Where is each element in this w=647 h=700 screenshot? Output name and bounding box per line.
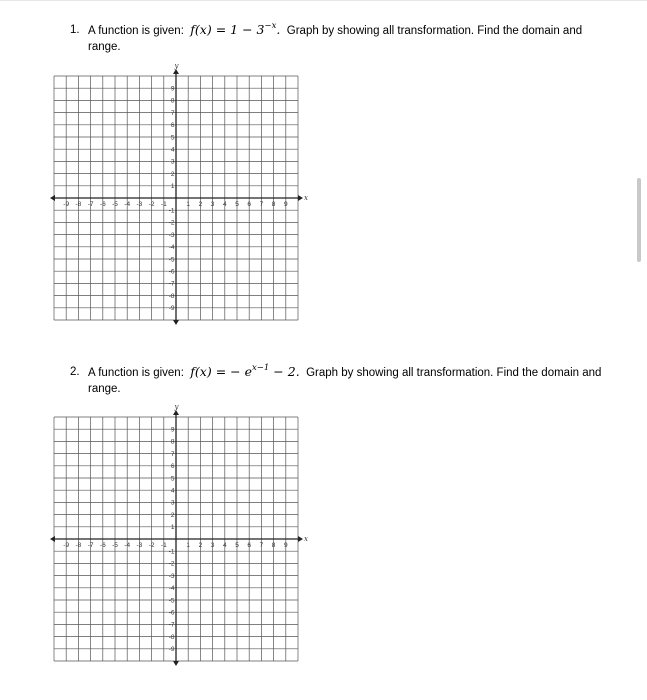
y-tick-label: -8 xyxy=(168,633,175,641)
x-tick-label: 6 xyxy=(247,542,252,549)
y-tick-label: -9 xyxy=(168,646,175,654)
x-tick-label: 8 xyxy=(271,201,276,208)
coordinate-grid-1[interactable] xyxy=(50,62,308,326)
y-axis-label: y xyxy=(174,62,179,70)
y-axis-down-arrow xyxy=(173,320,179,325)
page-top-edge xyxy=(0,0,647,1)
y-tick-label: 1 xyxy=(170,524,175,532)
y-tick-label: 4 xyxy=(170,146,175,154)
problem-instruction: Graph by showing all transformation. Find the domain and range. xyxy=(88,367,602,395)
y-tick-label: 5 xyxy=(170,134,175,142)
y-axis-label: y xyxy=(174,403,179,411)
x-axis-left-arrow xyxy=(50,536,55,542)
x-tick-label: -4 xyxy=(124,542,131,549)
x-tick-label: 5 xyxy=(235,542,239,549)
x-axis-label: x xyxy=(304,535,308,543)
x-tick-label: -2 xyxy=(148,201,155,208)
x-axis-right-arrow xyxy=(298,195,303,201)
x-tick-label: 6 xyxy=(247,201,252,208)
y-tick-label: -7 xyxy=(168,621,175,629)
x-tick-label: -3 xyxy=(136,542,143,549)
y-tick-label: 5 xyxy=(170,475,175,483)
x-tick-label: -8 xyxy=(75,201,82,208)
x-tick-label: -5 xyxy=(112,542,118,549)
x-tick-label: -2 xyxy=(148,542,155,549)
y-tick-label: -3 xyxy=(168,572,175,580)
y-tick-label: 7 xyxy=(170,450,175,458)
x-tick-label: 5 xyxy=(235,201,239,208)
function-formula: f(x) = − $e^{x-1} - 2$. xyxy=(190,362,300,379)
scrollbar-thumb[interactable] xyxy=(637,178,641,262)
x-tick-label: 9 xyxy=(283,201,288,208)
x-tick-label: 3 xyxy=(210,542,215,549)
y-tick-label: -9 xyxy=(168,305,175,313)
x-tick-label: -7 xyxy=(87,201,94,208)
y-tick-label: 8 xyxy=(170,97,175,105)
x-axis-label: x xyxy=(304,194,308,202)
x-tick-label: -1 xyxy=(160,542,167,549)
y-tick-label: -2 xyxy=(168,560,175,568)
y-tick-label: -6 xyxy=(168,609,175,617)
y-axis-down-arrow xyxy=(173,661,179,666)
x-tick-label: 1 xyxy=(186,542,191,549)
y-tick-label: 2 xyxy=(170,170,175,178)
problem-instruction: Graph by showing all transformation. Find the domain and range. xyxy=(88,25,583,53)
coordinate-grid-2[interactable] xyxy=(50,403,308,667)
y-tick-label: 8 xyxy=(170,438,175,446)
y-tick-label: -3 xyxy=(168,231,175,239)
x-axis-left-arrow xyxy=(50,195,55,201)
function-formula: $f(x) = 1 - 3^{-x}$. xyxy=(190,20,281,37)
x-axis-right-arrow xyxy=(298,536,303,542)
y-tick-label: 6 xyxy=(170,463,175,471)
y-tick-label: 9 xyxy=(170,426,175,434)
y-tick-label: -4 xyxy=(168,244,175,252)
problem-number: 1. xyxy=(70,24,80,36)
y-tick-label: -6 xyxy=(168,268,175,276)
y-tick-label: 4 xyxy=(170,487,175,495)
x-tick-label: -9 xyxy=(63,542,70,549)
y-tick-label: -4 xyxy=(168,585,175,593)
x-tick-label: -1 xyxy=(160,201,167,208)
y-tick-label: 3 xyxy=(170,499,175,507)
x-tick-label: 8 xyxy=(271,542,276,549)
x-tick-label: -5 xyxy=(112,201,118,208)
y-tick-label: -8 xyxy=(168,292,175,300)
y-tick-label: 2 xyxy=(170,511,175,519)
y-tick-label: -1 xyxy=(168,207,175,215)
x-tick-label: -3 xyxy=(136,201,143,208)
x-tick-label: -8 xyxy=(75,542,82,549)
y-tick-label: -2 xyxy=(168,219,175,227)
x-tick-label: -7 xyxy=(87,542,94,549)
y-tick-label: 9 xyxy=(170,85,175,93)
x-tick-label: 4 xyxy=(222,542,227,549)
y-tick-label: -7 xyxy=(168,280,175,288)
y-tick-label: -1 xyxy=(168,548,175,556)
x-tick-label: 7 xyxy=(259,542,264,549)
problem-number: 2. xyxy=(70,366,80,378)
x-tick-label: 2 xyxy=(198,201,203,208)
x-tick-label: 9 xyxy=(283,542,288,549)
x-tick-label: 4 xyxy=(222,201,227,208)
problem-intro: A function is given: xyxy=(88,367,184,379)
y-tick-label: 1 xyxy=(170,183,175,191)
x-tick-label: -6 xyxy=(99,201,106,208)
y-tick-label: -5 xyxy=(168,597,175,605)
x-tick-label: 7 xyxy=(259,201,264,208)
x-tick-label: 2 xyxy=(198,542,203,549)
x-tick-label: 1 xyxy=(186,201,191,208)
y-tick-label: -5 xyxy=(168,256,175,264)
y-tick-label: 6 xyxy=(170,122,175,130)
problem-intro: A function is given: xyxy=(88,25,184,37)
x-tick-label: 3 xyxy=(210,201,215,208)
x-tick-label: -4 xyxy=(124,201,131,208)
y-tick-label: 3 xyxy=(170,158,175,166)
y-tick-label: 7 xyxy=(170,109,175,117)
x-tick-label: -6 xyxy=(99,542,106,549)
x-tick-label: -9 xyxy=(63,201,70,208)
